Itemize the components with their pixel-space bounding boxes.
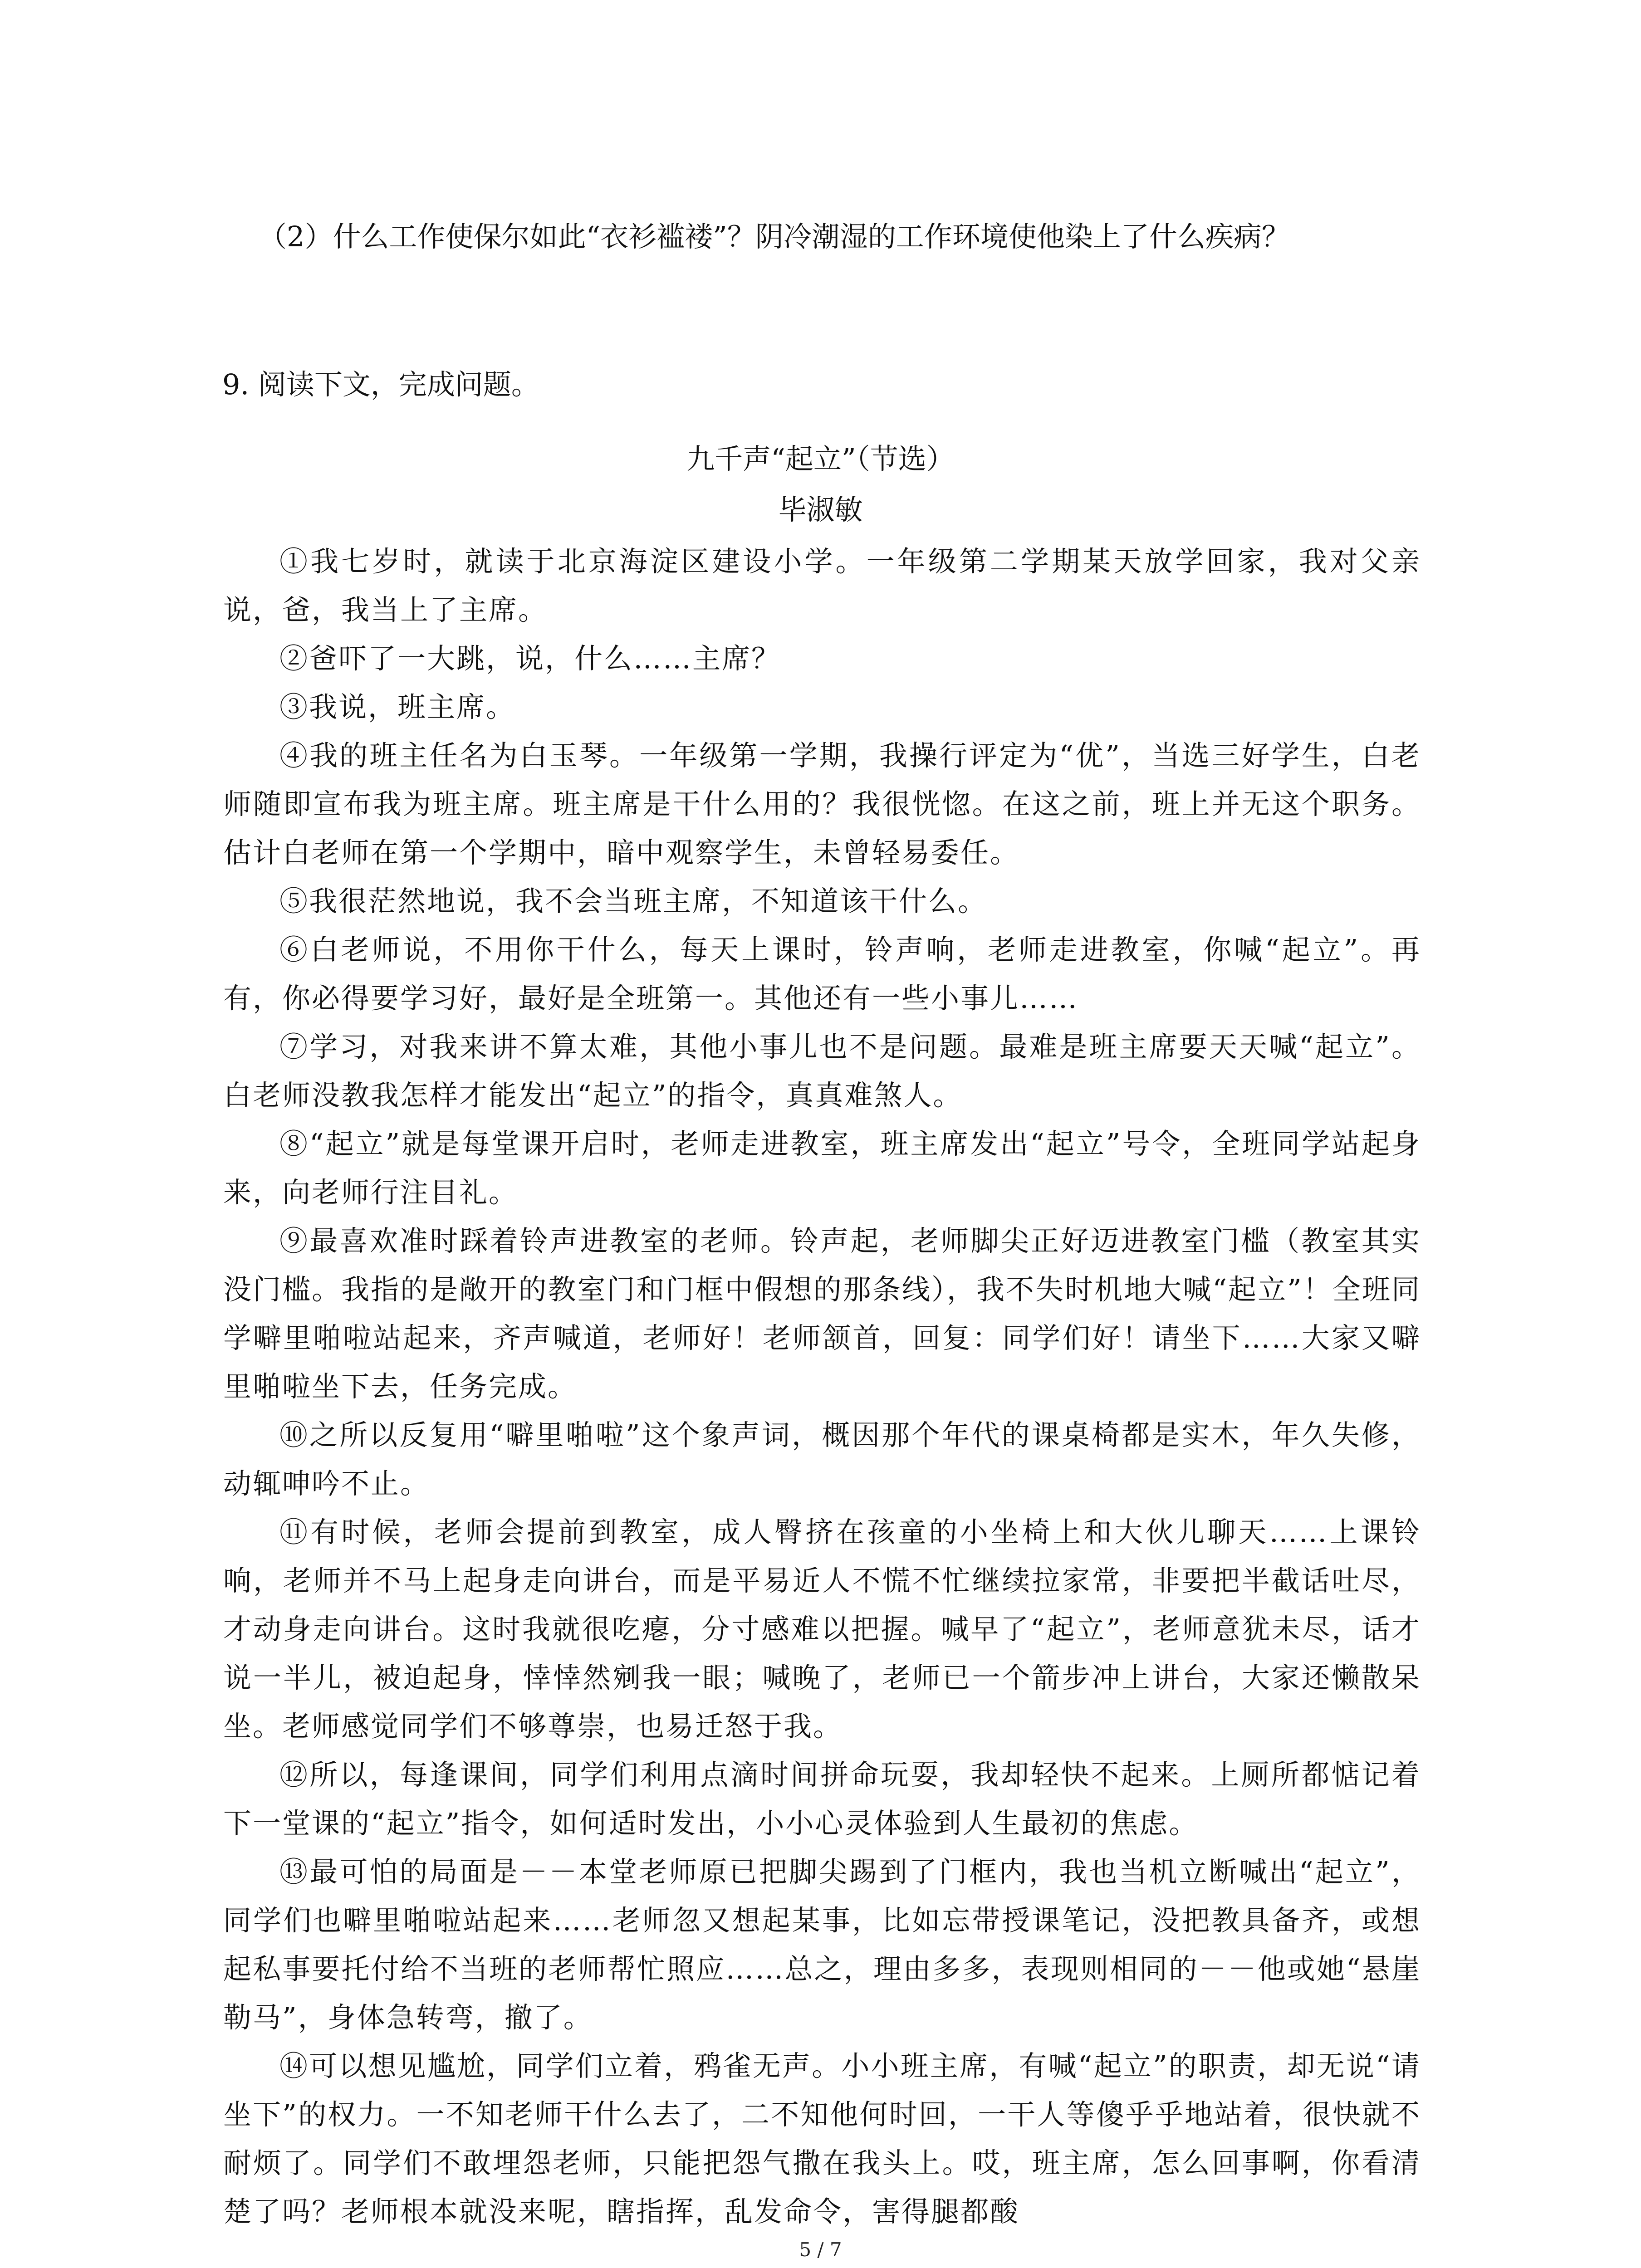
paragraph-11: ⑪有时候，老师会提前到教室，成人臀挤在孩童的小坐椅上和大伙儿聊天……上课铃响，老师并不马上起身走向讲台，而是平易近人不慌不忙继续拉家常，非要把半截话吐尽，才动身走向讲台。这时我就很吃瘪，分寸感难以把握。喊早了“起立”，老师意犹未尽，话才说一半儿，被迫起身，悻悻然剜我一眼；喊晚了，老师已一个箭步冲上讲台，大家还懒散呆坐。老师感觉同学们不够尊崇，也易迁怒于我。 <box>223 1515 1421 1743</box>
page-number: 5 / 7 <box>799 2239 842 2261</box>
paragraph-4: ④我的班主任名为白玉琴。一年级第一学期，我操行评定为“优”，当选三好学生，白老师随即宣布我为班主席。班主席是干什么用的？我很恍惚。在这之前，班上并无这个职务。估计白老师在第一个学期中，暗中观察学生，未曾轻易委任。 <box>223 739 1421 869</box>
paragraph-2: ②爸吓了一大跳，说，什么……主席？ <box>279 642 781 675</box>
sub-question-2: （2）什么工作使保尔如此“衣衫褴褛”？阴冷潮湿的工作环境使他染上了什么疾病？ <box>259 220 1290 253</box>
paragraph-1: ①我七岁时，就读于北京海淀区建设小学。一年级第二学期某天放学回家，我对父亲说，爸，我当上了主席。 <box>223 545 1421 626</box>
paragraph-6: ⑥白老师说，不用你干什么，每天上课时，铃声响，老师走进教室，你喊“起立”。再有，你必得要学习好，最好是全班第一。其他还有一些小事儿…… <box>223 933 1421 1015</box>
paragraph-10: ⑩之所以反复用“噼里啪啦”这个象声词，概因那个年代的课桌椅都是实木，年久失修，动辄呻吟不止。 <box>223 1418 1421 1500</box>
paragraph-9: ⑨最喜欢准时踩着铃声进教室的老师。铃声起，老师脚尖正好迈进教室门槛（教室其实没门槛。我指的是敞开的教室门和门框中假想的那条线），我不失时机地大喊“起立”！全班同学噼里啪啦站起来，齐声喊道，老师好！老师颔首，回复：同学们好！请坐下……大家又噼里啪啦坐下去，任务完成。 <box>223 1224 1421 1403</box>
article-author: 毕淑敏 <box>778 493 863 526</box>
question-9-prompt: 9. 阅读下文，完成问题。 <box>222 368 539 401</box>
paragraph-5: ⑤我很茫然地说，我不会当班主席，不知道该干什么。 <box>279 885 988 918</box>
article-body <box>223 537 1421 2236</box>
paragraph-7: ⑦学习，对我来讲不算太难，其他小事儿也不是问题。最难是班主席要天天喊“起立”。白老师没教我怎样才能发出“起立”的指令，真真难煞人。 <box>223 1030 1421 1112</box>
paragraph-3: ③我说，班主席。 <box>279 690 516 723</box>
paragraph-14: ⑭可以想见尴尬，同学们立着，鸦雀无声。小小班主席，有喊“起立”的职责，却无说“请坐下”的权力。一不知老师干什么去了，二不知他何时回，一干人等傻乎乎地站着，很快就不耐烦了。同学们不敢埋怨老师，只能把怨气撒在我头上。哎，班主席，怎么回事啊，你看清楚了吗？老师根本就没来呢，瞎指挥，乱发命令，害得腿都酸 <box>223 2049 1421 2228</box>
paragraph-12: ⑫所以，每逢课间，同学们利用点滴时间拼命玩耍，我却轻快不起来。上厕所都惦记着下一堂课的“起立”指令，如何适时发出，小小心灵体验到人生最初的焦虑。 <box>223 1758 1421 1840</box>
paragraph-13: ⑬最可怕的局面是－－本堂老师原已把脚尖踢到了门框内，我也当机立断喊出“起立”，同学们也噼里啪啦站起来……老师忽又想起某事，比如忘带授课笔记，没把教具备齐，或想起私事要托付给不当班的老师帮忙照应……总之，理由多多，表现则相同的－－他或她“悬崖勒马”，身体急转弯，撤了。 <box>223 1855 1421 2034</box>
article-title: 九千声“起立”（节选） <box>686 442 955 475</box>
paragraph-8: ⑧“起立”就是每堂课开启时，老师走进教室，班主席发出“起立”号令，全班同学站起身来，向老师行注目礼。 <box>223 1127 1421 1209</box>
